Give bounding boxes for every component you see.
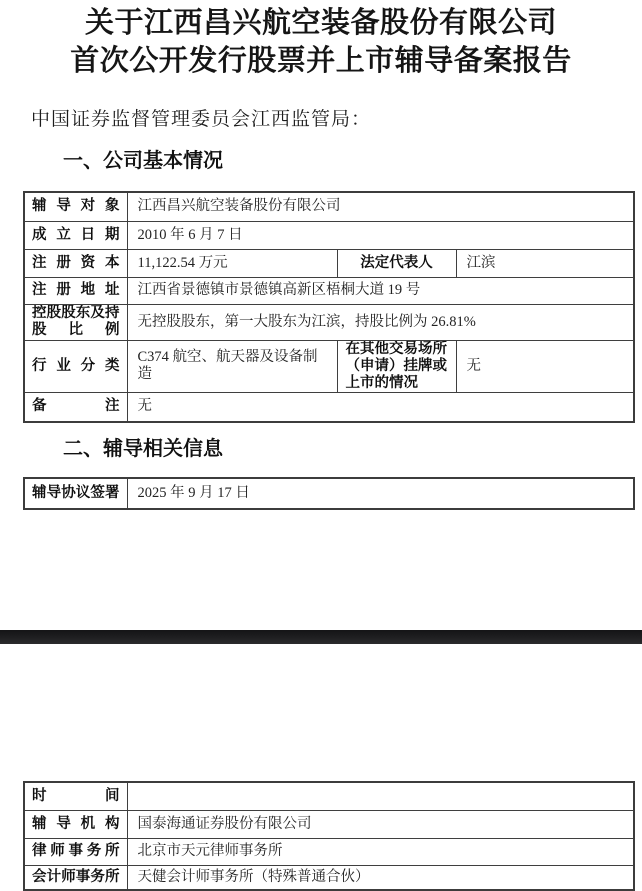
company-basic-info-table [23,191,635,423]
agreement-signing-label: 辅导协议签署 [24,478,127,509]
accounting-firm-value: 天健会计师事务所（特殊普通合伙） [127,865,634,890]
accounting-firm-label: 会计师事务所 [24,865,127,890]
registered-address-label: 注册地址 [24,277,127,304]
other-exchange-listing-label: 在其他交易场所（申请）挂牌或上市的情况 [337,340,456,392]
industry-classification-label: 行业分类 [24,340,127,392]
time-label: 时间 [24,782,127,810]
table-row [24,221,634,249]
document-title-line-1: 关于江西昌兴航空装备股份有限公司 [84,7,557,39]
section-heading-company-basic-info: 一、公司基本情况 [63,150,223,172]
remarks-label: 备注 [24,392,127,422]
controlling-shareholder-label: 控股股东及持股比例 [24,304,127,340]
section-heading-counseling-info: 二、辅导相关信息 [63,438,223,460]
counseling-institution-value: 国泰海通证券股份有限公司 [127,810,634,838]
registered-capital-value: 11,122.54 万元 [127,249,337,277]
table-row [24,838,634,865]
established-date-label: 成立日期 [24,221,127,249]
intermediaries-table [23,781,635,891]
table-row [24,478,634,509]
table-row [24,810,634,838]
table-row [24,340,634,392]
counseling-info-table [23,477,635,510]
table-row [24,192,634,221]
document-title-line-2: 首次公开发行股票并上市辅导备案报告 [70,45,572,77]
registered-address-value: 江西省景德镇市景德镇高新区梧桐大道 19 号 [127,277,634,304]
table-row [24,277,634,304]
agreement-signing-value: 2025 年 9 月 17 日 [127,478,634,509]
table-row [24,392,634,422]
controlling-shareholder-value: 无控股股东，第一大股东为江滨，持股比例为 26.81% [127,304,634,340]
counseling-target-label: 辅导对象 [24,192,127,221]
table-row [24,782,634,810]
law-firm-value: 北京市天元律师事务所 [127,838,634,865]
table-row [24,865,634,890]
law-firm-label: 律师事务所 [24,838,127,865]
table-row [24,304,634,340]
table-row [24,249,634,277]
salutation-line: 中国证券监督管理委员会江西监管局： [31,109,372,130]
industry-classification-value: C374 航空、航天器及设备制造 [127,340,337,392]
established-date-value: 2010 年 6 月 7 日 [127,221,634,249]
legal-representative-value: 江滨 [456,249,634,277]
other-exchange-listing-value: 无 [456,340,634,392]
counseling-institution-label: 辅导机构 [24,810,127,838]
remarks-value: 无 [127,392,634,422]
time-value [127,782,634,810]
legal-representative-label: 法定代表人 [337,249,456,277]
counseling-target-value: 江西昌兴航空装备股份有限公司 [127,192,634,221]
page-break-divider [0,630,642,644]
registered-capital-label: 注册资本 [24,249,127,277]
